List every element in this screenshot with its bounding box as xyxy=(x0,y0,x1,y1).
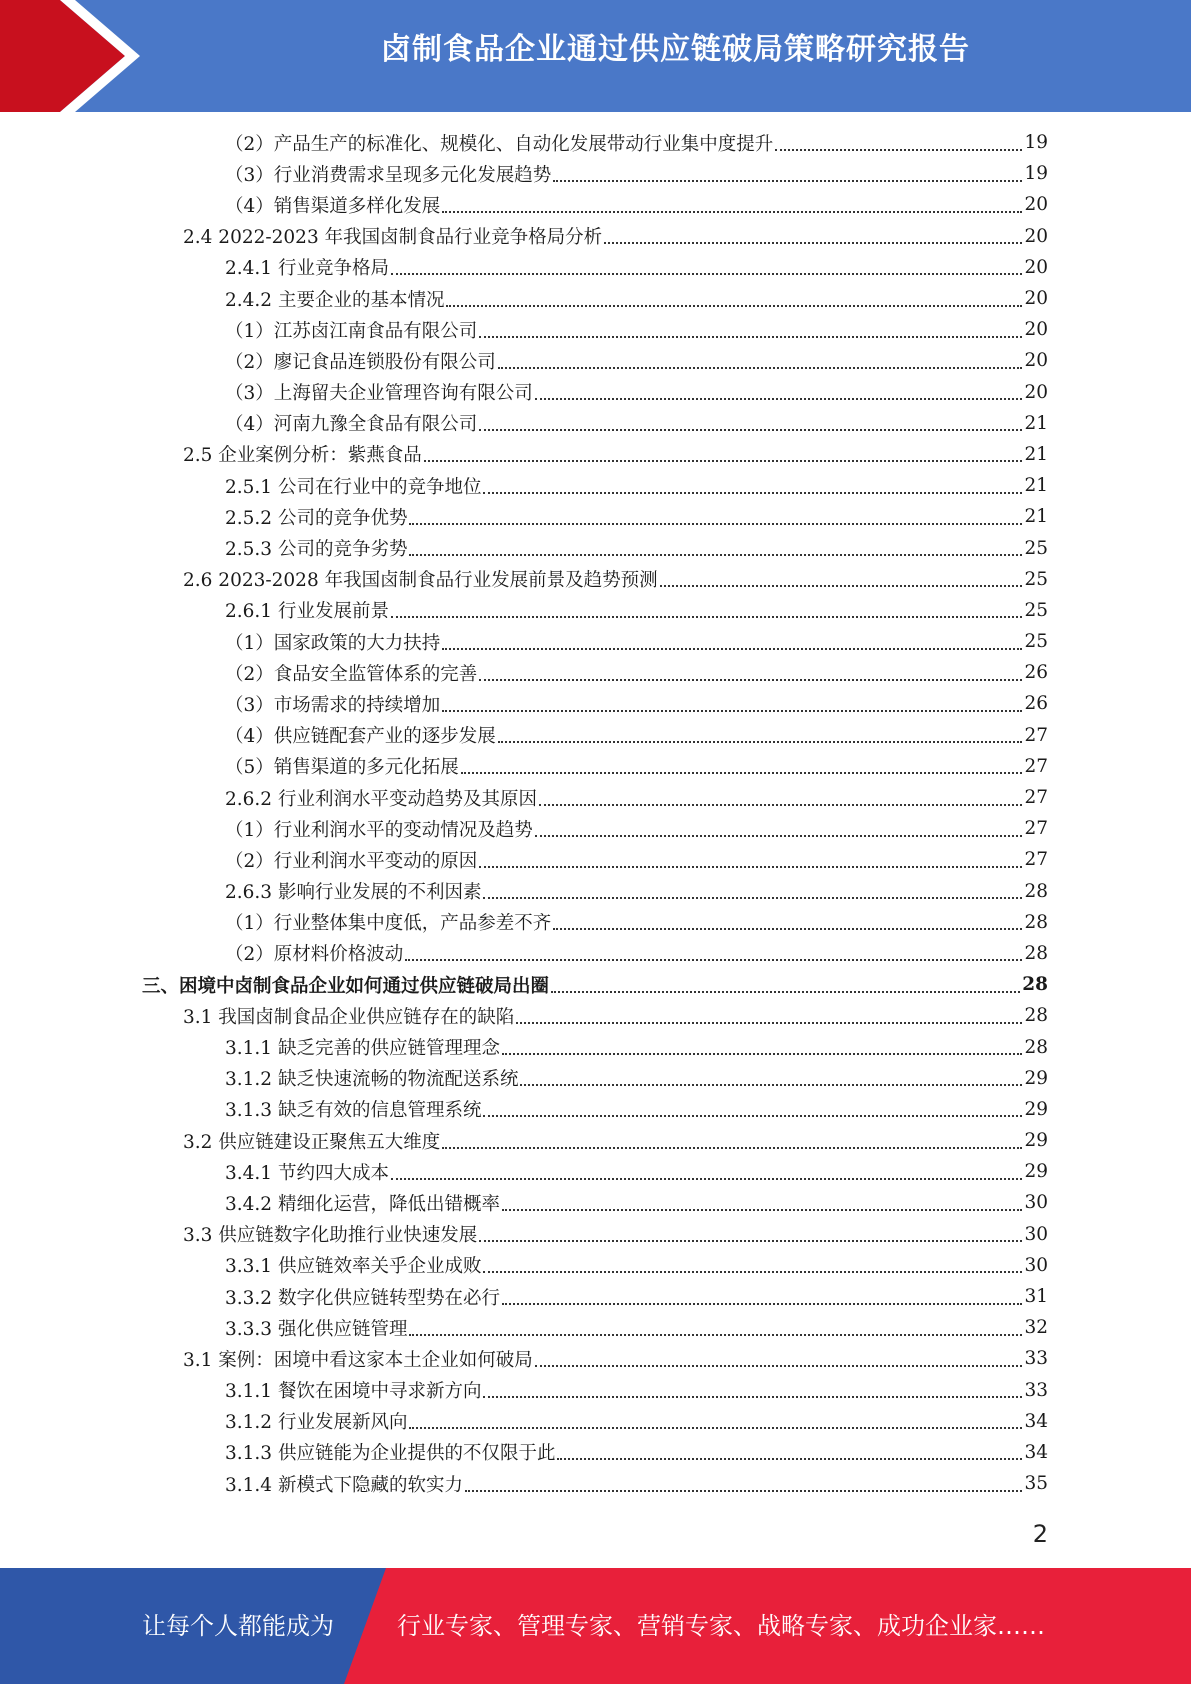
toc-entry-page: 35 xyxy=(1024,1473,1048,1495)
toc-dot-leader xyxy=(539,804,1022,806)
toc-entry[interactable] xyxy=(0,1000,1191,1031)
toc-entry[interactable] xyxy=(0,782,1191,813)
toc-entry-page: 25 xyxy=(1024,568,1048,590)
toc-entry-page: 26 xyxy=(1024,662,1048,684)
toc-entry-page: 27 xyxy=(1024,787,1048,809)
toc-entry-page: 20 xyxy=(1024,194,1048,216)
toc-entry-page: 21 xyxy=(1024,412,1048,434)
toc-entry[interactable] xyxy=(0,876,1191,907)
toc-entry-label: 3.3.1 供应链效率关乎企业成败 xyxy=(225,1256,482,1278)
toc-entry[interactable] xyxy=(0,1312,1191,1343)
toc-entry-page: 29 xyxy=(1024,1130,1048,1152)
toc-entry-page: 19 xyxy=(1024,163,1048,185)
toc-entry[interactable] xyxy=(0,1437,1191,1468)
toc-entry-label: 3.4.2 精细化运营，降低出错概率 xyxy=(225,1193,500,1215)
toc-dot-leader xyxy=(553,180,1022,182)
header-chevron-decoration xyxy=(0,0,150,112)
toc-entry-label: 3.1.4 新模式下隐藏的软实力 xyxy=(225,1474,463,1496)
toc-entry-page: 34 xyxy=(1024,1410,1048,1432)
toc-entry[interactable] xyxy=(0,1250,1191,1281)
toc-entry-label: （2）产品生产的标准化、规模化、自动化发展带动行业集中度提升 xyxy=(225,133,774,155)
report-header xyxy=(0,0,1191,112)
toc-dot-leader xyxy=(424,460,1023,462)
toc-dot-leader xyxy=(483,492,1022,494)
toc-entry[interactable] xyxy=(0,127,1191,158)
toc-entry-label: 2.6.2 行业利润水平变动趋势及其原因 xyxy=(225,788,537,810)
toc-dot-leader xyxy=(442,1147,1022,1149)
toc-entry[interactable] xyxy=(0,158,1191,189)
toc-dot-leader xyxy=(409,554,1022,556)
toc-entry[interactable] xyxy=(0,595,1191,626)
toc-entry-label: （1）行业整体集中度低，产品参差不齐 xyxy=(225,913,552,935)
toc-entry[interactable] xyxy=(0,1125,1191,1156)
toc-entry-label: 2.4 2022-2023 年我国卤制食品行业竞争格局分析 xyxy=(183,227,603,249)
toc-entry-page: 20 xyxy=(1024,350,1048,372)
toc-entry-page: 27 xyxy=(1024,755,1048,777)
toc-entry-page: 28 xyxy=(1024,1005,1048,1027)
toc-entry-label: 3.1.1 餐饮在困境中寻求新方向 xyxy=(225,1381,482,1403)
toc-entry[interactable] xyxy=(0,1063,1191,1094)
toc-entry[interactable] xyxy=(0,688,1191,719)
toc-dot-leader xyxy=(461,772,1023,774)
toc-dot-leader xyxy=(483,897,1022,899)
toc-entry-page: 20 xyxy=(1024,256,1048,278)
toc-entry-label: 2.5.1 公司在行业中的竞争地位 xyxy=(225,476,482,498)
toc-entry-label: 2.5.2 公司的竞争优势 xyxy=(225,507,408,529)
toc-entry[interactable] xyxy=(0,907,1191,938)
toc-entry-label: 3.1.1 缺乏完善的供应链管理理念 xyxy=(225,1038,500,1060)
toc-entry-label: （3）上海留夫企业管理咨询有限公司 xyxy=(225,383,533,405)
toc-entry-label: 2.4.2 主要企业的基本情况 xyxy=(225,289,445,311)
toc-entry-page: 20 xyxy=(1024,319,1048,341)
toc-entry-label: 3.1 我国卤制食品企业供应链存在的缺陷 xyxy=(183,1006,515,1028)
toc-entry-label: 3.1.3 供应链能为企业提供的不仅限于此 xyxy=(225,1443,556,1465)
toc-dot-leader xyxy=(660,585,1023,587)
toc-dot-leader xyxy=(479,866,1022,868)
toc-entry[interactable] xyxy=(0,938,1191,969)
toc-entry-page: 26 xyxy=(1024,693,1048,715)
toc-entry-label: 3.1.3 缺乏有效的信息管理系统 xyxy=(225,1100,482,1122)
toc-dot-leader xyxy=(479,679,1022,681)
toc-entry[interactable] xyxy=(0,501,1191,532)
toc-entry-page: 32 xyxy=(1024,1317,1048,1339)
toc-entry[interactable] xyxy=(0,657,1191,688)
toc-entry-page: 21 xyxy=(1024,475,1048,497)
toc-entry[interactable] xyxy=(0,1094,1191,1125)
toc-entry-label: （1）行业利润水平的变动情况及趋势 xyxy=(225,819,533,841)
toc-entry-page: 27 xyxy=(1024,818,1048,840)
toc-entry-label: 3.3.2 数字化供应链转型势在必行 xyxy=(225,1287,500,1309)
toc-entry-label: 3.3.3 强化供应链管理 xyxy=(225,1318,408,1340)
toc-dot-leader xyxy=(479,429,1022,431)
toc-entry-page: 25 xyxy=(1024,631,1048,653)
toc-entry-label: （4）河南九豫全食品有限公司 xyxy=(225,414,478,436)
toc-entry[interactable] xyxy=(0,1343,1191,1374)
toc-entry[interactable] xyxy=(0,221,1191,252)
toc-dot-leader xyxy=(775,149,1022,151)
toc-dot-leader xyxy=(409,1427,1022,1429)
toc-dot-leader xyxy=(553,928,1022,930)
toc-entry-label: 3.1.2 缺乏快速流畅的物流配送系统 xyxy=(225,1069,519,1091)
toc-dot-leader xyxy=(483,1115,1022,1117)
toc-entry-label: 2.4.1 行业竞争格局 xyxy=(225,258,389,280)
toc-dot-leader xyxy=(442,648,1022,650)
toc-entry[interactable] xyxy=(0,532,1191,563)
toc-entry-page: 30 xyxy=(1024,1192,1048,1214)
toc-dot-leader xyxy=(520,1084,1022,1086)
toc-entry[interactable] xyxy=(0,751,1191,782)
toc-entry-label: 三、困境中卤制食品企业如何通过供应链破局出圈 xyxy=(142,975,550,997)
toc-dot-leader xyxy=(551,991,1020,993)
toc-entry[interactable] xyxy=(0,439,1191,470)
toc-dot-leader xyxy=(409,523,1022,525)
toc-dot-leader xyxy=(391,1178,1022,1180)
toc-entry-label: 3.3 供应链数字化助推行业快速发展 xyxy=(183,1225,478,1247)
toc-entry-label: （2）廖记食品连锁股份有限公司 xyxy=(225,351,496,373)
toc-dot-leader xyxy=(516,1022,1022,1024)
toc-entry-label: （2）食品安全监管体系的完善 xyxy=(225,663,478,685)
toc-entry-page: 28 xyxy=(1024,880,1048,902)
toc-entry[interactable] xyxy=(0,314,1191,345)
toc-entry[interactable] xyxy=(0,470,1191,501)
toc-dot-leader xyxy=(535,398,1023,400)
toc-entry[interactable] xyxy=(0,1406,1191,1437)
report-footer xyxy=(0,1568,1191,1684)
toc-entry-label: 2.5.3 公司的竞争劣势 xyxy=(225,539,408,561)
toc-entry[interactable] xyxy=(0,1187,1191,1218)
toc-entry[interactable] xyxy=(0,377,1191,408)
toc-entry-page: 28 xyxy=(1024,942,1048,964)
toc-entry-label: 2.6 2023-2028 年我国卤制食品行业发展前景及趋势预测 xyxy=(183,570,658,592)
toc-entry-page: 33 xyxy=(1024,1348,1048,1370)
toc-dot-leader xyxy=(502,1209,1022,1211)
toc-dot-leader xyxy=(502,1053,1022,1055)
toc-entry-page: 30 xyxy=(1024,1223,1048,1245)
toc-entry-page: 28 xyxy=(1022,974,1048,996)
footer-slogan-right: 行业专家、管理专家、营销专家、战略专家、成功企业家…… xyxy=(397,1612,1045,1640)
toc-entry[interactable] xyxy=(0,564,1191,595)
toc-entry-label: （5）销售渠道的多元化拓展 xyxy=(225,757,459,779)
toc-entry[interactable] xyxy=(0,1156,1191,1187)
toc-dot-leader xyxy=(391,273,1022,275)
toc-entry-label: 2.5 企业案例分析：紫燕食品 xyxy=(183,445,422,467)
toc-entry[interactable] xyxy=(0,1281,1191,1312)
toc-entry[interactable] xyxy=(0,813,1191,844)
toc-entry-label: （1）国家政策的大力扶持 xyxy=(225,632,441,654)
toc-entry-page: 21 xyxy=(1024,506,1048,528)
toc-dot-leader xyxy=(604,242,1022,244)
toc-dot-leader xyxy=(465,1490,1022,1492)
toc-dot-leader xyxy=(391,616,1022,618)
toc-entry-label: （3）行业消费需求呈现多元化发展趋势 xyxy=(225,164,552,186)
toc-entry-page: 29 xyxy=(1024,1098,1048,1120)
toc-entry[interactable] xyxy=(0,844,1191,875)
toc-entry[interactable] xyxy=(0,1031,1191,1062)
toc-dot-leader xyxy=(405,959,1022,961)
toc-entry-label: 3.4.1 节约四大成本 xyxy=(225,1162,389,1184)
toc-entry-label: （2）原材料价格波动 xyxy=(225,944,404,966)
toc-entry-page: 20 xyxy=(1024,288,1048,310)
toc-entry-label: 3.2 供应链建设正聚焦五大维度 xyxy=(183,1131,441,1153)
toc-entry[interactable] xyxy=(0,969,1191,1000)
toc-entry-page: 29 xyxy=(1024,1161,1048,1183)
toc-entry[interactable] xyxy=(0,408,1191,439)
toc-entry-page: 34 xyxy=(1024,1441,1048,1463)
toc-entry[interactable] xyxy=(0,283,1191,314)
toc-dot-leader xyxy=(498,741,1023,743)
toc-entry[interactable] xyxy=(0,1375,1191,1406)
toc-entry[interactable] xyxy=(0,626,1191,657)
toc-entry-label: （4）供应链配套产业的逐步发展 xyxy=(225,726,496,748)
toc-entry[interactable] xyxy=(0,252,1191,283)
toc-entry-label: （3）市场需求的持续增加 xyxy=(225,694,441,716)
toc-dot-leader xyxy=(446,305,1022,307)
toc-entry-page: 25 xyxy=(1024,599,1048,621)
toc-entry-page: 19 xyxy=(1024,132,1048,154)
toc-entry-page: 20 xyxy=(1024,225,1048,247)
toc-entry-label: （4）销售渠道多样化发展 xyxy=(225,195,441,217)
toc-entry-page: 28 xyxy=(1024,1036,1048,1058)
table-of-contents xyxy=(0,127,1191,1499)
toc-entry-page: 31 xyxy=(1024,1286,1048,1308)
toc-entry-label: 3.1 案例：困境中看这家本土企业如何破局 xyxy=(183,1349,533,1371)
toc-entry[interactable] xyxy=(0,345,1191,376)
toc-entry-label: 3.1.2 行业发展新风向 xyxy=(225,1412,408,1434)
toc-entry[interactable] xyxy=(0,189,1191,220)
toc-entry-label: （2）行业利润水平变动的原因 xyxy=(225,850,478,872)
toc-entry-page: 21 xyxy=(1024,443,1048,465)
toc-dot-leader xyxy=(483,1396,1022,1398)
toc-dot-leader xyxy=(479,336,1022,338)
toc-entry-page: 25 xyxy=(1024,537,1048,559)
toc-entry-page: 33 xyxy=(1024,1379,1048,1401)
toc-entry-label: （1）江苏卤江南食品有限公司 xyxy=(225,320,478,342)
toc-entry[interactable] xyxy=(0,1468,1191,1499)
toc-entry-page: 20 xyxy=(1024,381,1048,403)
toc-entry[interactable] xyxy=(0,1219,1191,1250)
toc-dot-leader xyxy=(442,710,1022,712)
toc-entry-page: 29 xyxy=(1024,1067,1048,1089)
toc-entry-page: 30 xyxy=(1024,1254,1048,1276)
toc-dot-leader xyxy=(479,1240,1022,1242)
toc-dot-leader xyxy=(409,1334,1022,1336)
toc-dot-leader xyxy=(502,1303,1022,1305)
toc-dot-leader xyxy=(535,835,1023,837)
toc-dot-leader xyxy=(498,367,1023,369)
toc-entry-label: 2.6.1 行业发展前景 xyxy=(225,601,389,623)
report-title: 卤制食品企业通过供应链破局策略研究报告 xyxy=(381,32,970,67)
toc-dot-leader xyxy=(442,211,1022,213)
toc-entry-label: 2.6.3 影响行业发展的不利因素 xyxy=(225,882,482,904)
page-number: 2 xyxy=(1032,1520,1048,1548)
toc-dot-leader xyxy=(483,1271,1022,1273)
toc-entry-page: 27 xyxy=(1024,849,1048,871)
toc-entry-page: 27 xyxy=(1024,724,1048,746)
toc-dot-leader xyxy=(535,1365,1023,1367)
toc-dot-leader xyxy=(557,1458,1022,1460)
toc-entry-page: 28 xyxy=(1024,911,1048,933)
footer-slogan-left: 让每个人都能成为 xyxy=(142,1612,334,1640)
toc-entry[interactable] xyxy=(0,720,1191,751)
